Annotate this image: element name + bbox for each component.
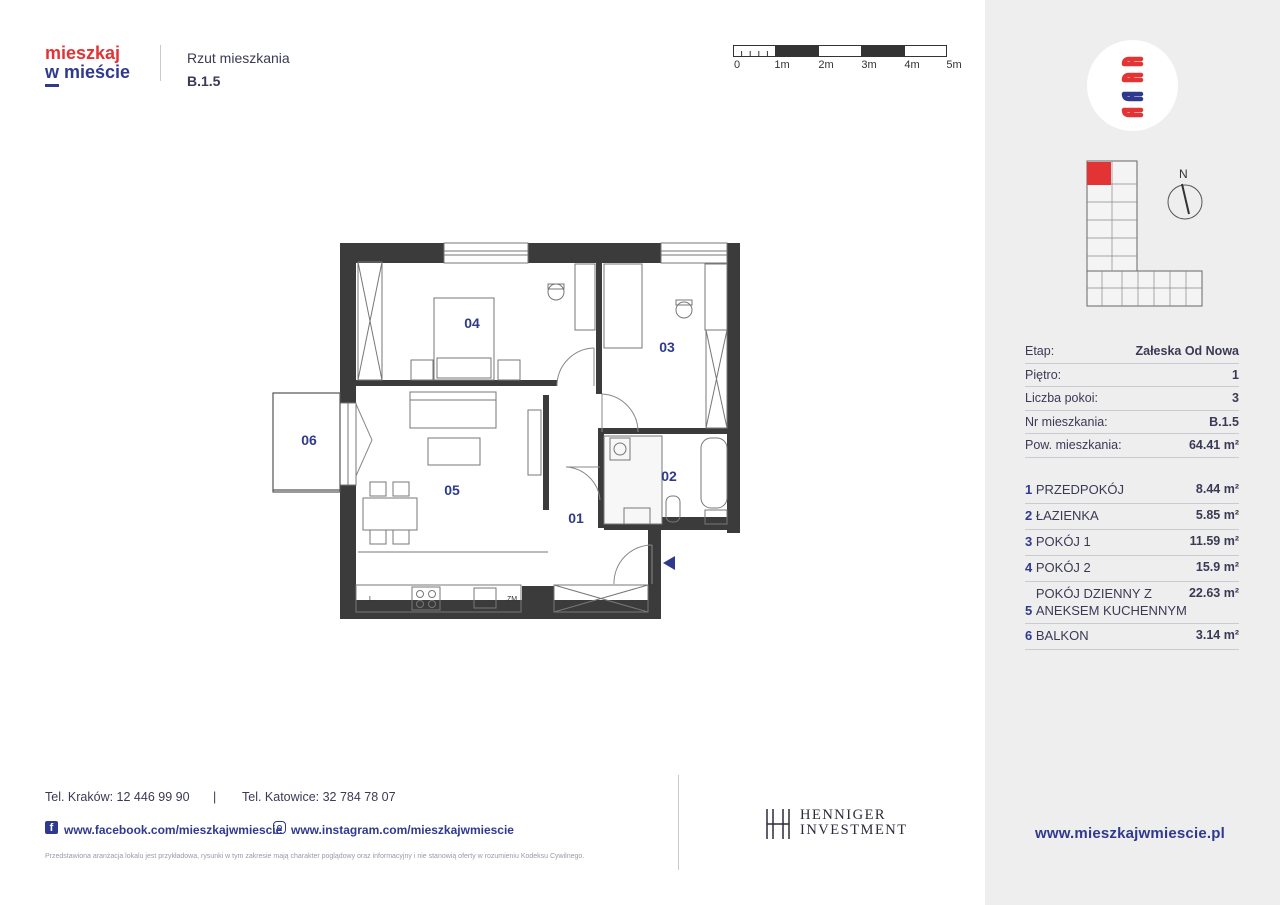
room-number: 4	[1025, 560, 1033, 575]
disclaimer-text: Przedstawiona aranżacja lokalu jest przykładowa, rysunki w tym zakresie mają charakter poglądowy oraz informacyjny i nie stanowią oferty w rozumieniu Kodeksu Cywilnego.	[45, 853, 585, 860]
interior-walls	[356, 262, 728, 602]
room-number: 1	[1025, 482, 1033, 497]
scale-label-0: 0	[733, 59, 741, 71]
footer-divider	[678, 775, 679, 870]
apartment-info-table	[1025, 340, 1239, 458]
list-item	[1025, 556, 1239, 582]
info-value: B.1.5	[1209, 414, 1239, 429]
room-number: 6	[1025, 628, 1033, 643]
room-area: 22.63 m²	[1188, 586, 1239, 600]
info-row-area	[1025, 434, 1239, 458]
room-name: POKÓJ 1	[1035, 534, 1091, 549]
compass-icon	[1162, 162, 1207, 222]
facebook-icon[interactable]: f	[45, 821, 58, 834]
room-number: 5	[1025, 603, 1033, 618]
info-label: Pow. mieszkania:	[1025, 438, 1122, 452]
windows	[340, 243, 727, 485]
room-name: POKÓJ 2	[1035, 560, 1091, 575]
list-item	[1025, 504, 1239, 530]
list-item	[1025, 582, 1239, 624]
list-item	[1025, 624, 1239, 650]
apartment-highlight	[1087, 162, 1111, 185]
brand-mark	[1087, 40, 1178, 131]
developer-name-line-2: INVESTMENT	[800, 822, 908, 838]
scale-label-2: 2m	[818, 59, 834, 71]
scale-label-4: 4m	[904, 59, 920, 71]
phone-krakow[interactable]: Tel. Kraków: 12 446 99 90	[45, 790, 190, 804]
instagram-link[interactable]: www.instagram.com/mieszkajwmiescie	[291, 823, 514, 837]
info-label: Etap:	[1025, 344, 1055, 358]
plan-title: Rzut mieszkania	[187, 50, 290, 66]
info-value: 1	[1232, 367, 1239, 382]
info-label: Liczba pokoi:	[1025, 391, 1098, 405]
scale-label-1: 1m	[774, 59, 790, 71]
room-number: 3	[1025, 534, 1033, 549]
brand-line-1: mieszkaj	[45, 43, 121, 63]
instagram-icon[interactable]	[273, 821, 286, 834]
brand-line-2: w mieście	[45, 62, 131, 82]
fixture-label-l: L	[369, 596, 373, 603]
list-item	[1025, 530, 1239, 556]
room-area: 15.9 m²	[1195, 560, 1239, 574]
room-number: 2	[1025, 508, 1033, 523]
info-value: 3	[1232, 391, 1239, 405]
developer-name	[800, 808, 908, 838]
info-label: Piętro:	[1025, 367, 1062, 382]
room-area: 3.14 m²	[1195, 628, 1239, 642]
scale-label-5: 5m	[946, 59, 962, 71]
room-label-05: 05	[444, 482, 460, 498]
room-name: BALKON	[1035, 628, 1089, 643]
phone-divider: |	[213, 790, 217, 804]
fixture-label-zm: ZM	[506, 596, 518, 603]
facebook-link[interactable]: www.facebook.com/mieszkajwmiescie	[64, 823, 283, 837]
room-name: PRZEDPOKÓJ	[1035, 482, 1124, 497]
apartment-code: B.1.5	[187, 73, 221, 89]
info-row-apartment-number	[1025, 411, 1239, 435]
mwm-logo-icon	[1087, 40, 1178, 131]
room-area: 5.85 m²	[1195, 508, 1239, 522]
developer-name-line-1: HENNIGER	[800, 807, 887, 823]
info-value: Załeska Od Nowa	[1135, 344, 1239, 358]
room-name: ŁAZIENKA	[1035, 508, 1099, 523]
list-item	[1025, 478, 1239, 504]
info-row-room-count	[1025, 387, 1239, 411]
compass-north-label: N	[1179, 167, 1188, 181]
info-label: Nr mieszkania:	[1025, 414, 1108, 429]
room-label-03: 03	[659, 339, 675, 355]
room-label-02: 02	[661, 468, 677, 484]
room-area-list	[1025, 478, 1239, 650]
henniger-logo-icon	[763, 807, 793, 841]
room-label-04: 04	[464, 315, 480, 331]
entrance-arrow-icon	[663, 556, 675, 570]
website-link[interactable]: www.mieszkajwmiescie.pl	[1035, 825, 1225, 842]
room-area: 11.59 m²	[1189, 534, 1239, 548]
room-label-01: 01	[568, 510, 584, 526]
room-label-06: 06	[301, 432, 317, 448]
info-row-floor	[1025, 364, 1239, 388]
phone-katowice[interactable]: Tel. Katowice: 32 784 78 07	[242, 790, 396, 804]
info-value: 64.41 m²	[1188, 438, 1239, 452]
info-row-stage	[1025, 340, 1239, 364]
room-name: POKÓJ DZIENNY Z ANEKSEM KUCHENNYM	[1035, 586, 1187, 618]
scale-label-3: 3m	[861, 59, 877, 71]
room-area: 8.44 m²	[1195, 482, 1239, 496]
